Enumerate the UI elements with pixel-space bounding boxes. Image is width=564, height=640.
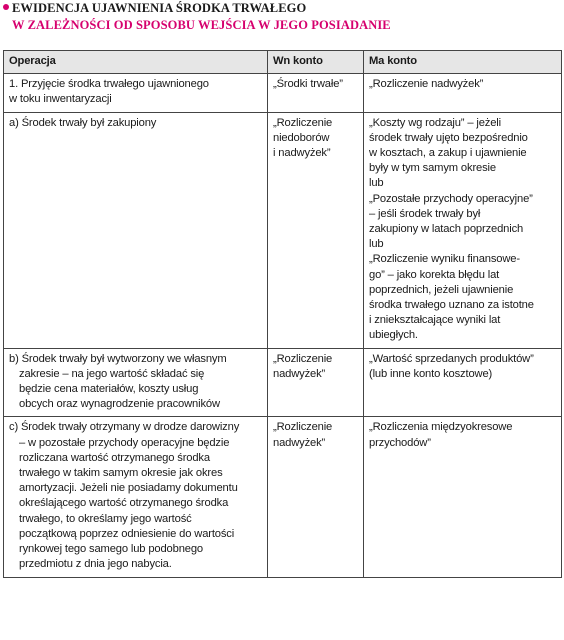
title-text-1: EWIDENCJA UJAWNIENIA ŚRODKA TRWAŁEGO (12, 1, 307, 15)
cell-text-line: poprzednich, jeżeli ujawnienie (369, 283, 514, 296)
header-wn-konto: Wn konto (268, 51, 364, 74)
wn-konto-cell (268, 74, 364, 112)
ma-konto-cell (364, 417, 562, 577)
cell-text-line: „Rozliczenie (273, 116, 333, 129)
table-header-row (4, 51, 562, 74)
cell-text-line: rynkowej tego samego lub podobnego (19, 543, 203, 556)
ma-konto-cell (364, 348, 562, 417)
cell-text-line: przedmiotu z dnia jego nabycia. (19, 558, 172, 571)
ma-konto-cell (364, 74, 562, 112)
ma-konto-cell (364, 112, 562, 348)
cell-text-line: „Rozliczenie wyniku finansowe- (369, 253, 520, 266)
cell-text-line: w kosztach, a zakup i ujawnienie (369, 147, 527, 160)
cell-text-line: środka trwałego uznano za istotne (369, 299, 534, 312)
cell-text-line: i nadwyżek” (273, 147, 331, 160)
cell-text-line: lub (369, 238, 384, 251)
cell-text-line: „Rozliczenie (273, 421, 333, 434)
cell-text-line: lub (369, 177, 384, 190)
title-line-1 (3, 0, 561, 17)
cell-text-line: c) Środek trwały otrzymany w drodze darowizny (9, 421, 240, 434)
wn-konto-cell (268, 348, 364, 417)
cell-text-line: i zniekształcające wyniki lat (369, 314, 501, 327)
cell-text-line: trwałego, to określamy jego wartość (19, 512, 192, 525)
wn-konto-cell (268, 112, 364, 348)
cell-text-line: niedoborów (273, 131, 330, 144)
cell-text-line: b) Środek trwały był wytworzony we własnym (9, 352, 227, 365)
cell-text-line: rozliczana wartość otrzymanego środka (19, 451, 210, 464)
title-line-2: W ZALEŻNOŚCI OD SPOSOBU WEJŚCIA W JEGO POSIADANIE (12, 18, 391, 32)
operacja-cell (4, 74, 268, 112)
cell-text-line: zakupiony w latach poprzednich (369, 223, 524, 236)
table-row (4, 417, 562, 577)
bullet-icon (3, 4, 9, 10)
cell-text-line: nadwyżek” (273, 367, 326, 380)
cell-text-line: „Wartość sprzedanych produktów” (369, 352, 534, 365)
cell-text-line: obcych oraz wynagrodzenie pracowników (19, 398, 220, 411)
title-block (3, 0, 561, 34)
wn-konto-cell (268, 417, 364, 577)
cell-text-line: środek trwały ujęto bezpośrednio (369, 131, 528, 144)
cell-text-line: trwałego w takim samym okresie jak okres (19, 467, 223, 480)
table-row (4, 112, 562, 348)
cell-text-line: początkową poprzez odniesienie do wartości (19, 527, 235, 540)
cell-text-line: „Rozliczenie (273, 352, 333, 365)
table-row (4, 74, 562, 112)
cell-text-line: – w pozostałe przychody operacyjne będzie (19, 436, 230, 449)
operacja-cell (4, 417, 268, 577)
table-body (4, 74, 562, 577)
cell-text-line: były w tym samym okresie (369, 162, 496, 175)
accounting-table (3, 50, 562, 578)
cell-text-line: „Rozliczenie nadwyżek” (369, 78, 484, 91)
cell-text-line: ubiegłych. (369, 329, 418, 342)
cell-text-line: nadwyżek” (273, 436, 326, 449)
cell-text-line: „Pozostałe przychody operacyjne” (369, 192, 533, 205)
cell-text-line: go” – jako korekta błędu lat (369, 268, 500, 281)
operacja-cell (4, 348, 268, 417)
cell-text-line: określającego wartość otrzymanego środka (19, 497, 229, 510)
cell-text-line: przychodów” (369, 436, 431, 449)
cell-text-line: 1. Przyjęcie środka trwałego ujawnionego (9, 78, 209, 91)
cell-text-line: a) Środek trwały był zakupiony (9, 116, 157, 129)
cell-text-line: – jeśli środek trwały był (369, 207, 481, 220)
cell-text-line: „Rozliczenia międzyokresowe (369, 421, 513, 434)
cell-text-line: „Koszty wg rodzaju” – jeżeli (369, 116, 501, 129)
cell-text-line: „Środki trwałe” (273, 78, 343, 91)
cell-text-line: (lub inne konto kosztowe) (369, 367, 493, 380)
operacja-cell (4, 112, 268, 348)
cell-text-line: amortyzacji. Jeżeli nie posiadamy dokumentu (19, 482, 238, 495)
header-operacja: Operacja (4, 51, 268, 74)
cell-text-line: będzie cena materiałów, koszty usług (19, 383, 199, 396)
cell-text-line: zakresie – na jego wartość składać się (19, 367, 205, 380)
table-row (4, 348, 562, 417)
cell-text-line: w toku inwentaryzacji (9, 93, 112, 106)
header-ma-konto: Ma konto (364, 51, 562, 74)
